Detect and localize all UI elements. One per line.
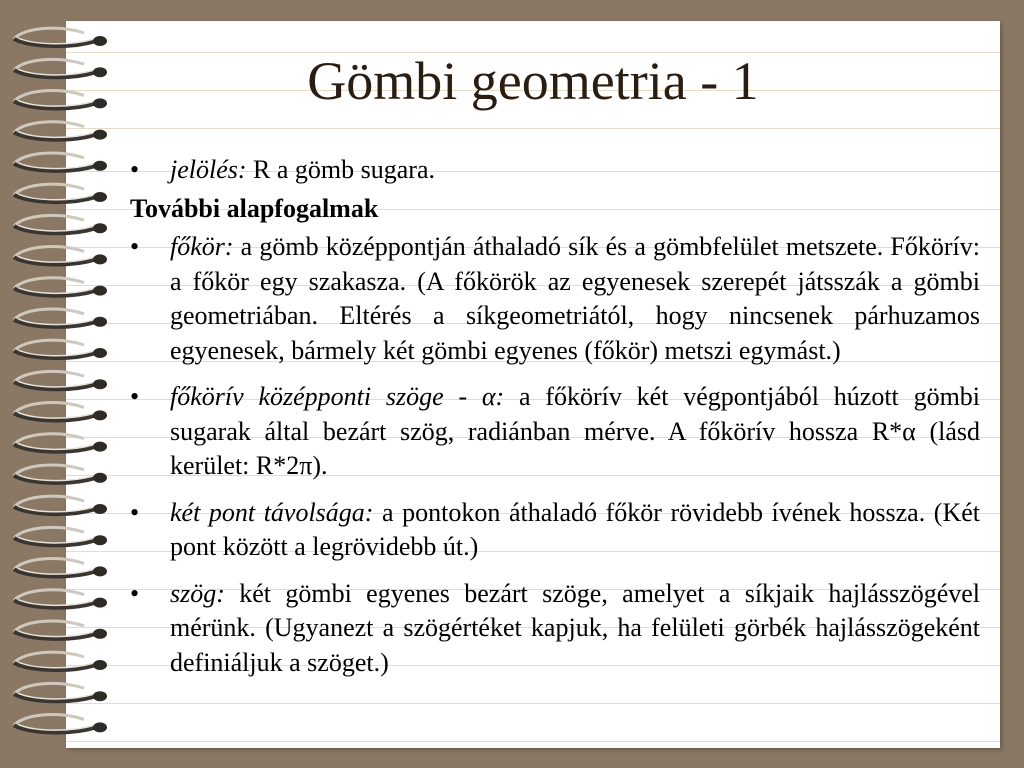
spiral-ring	[14, 28, 107, 46]
spiral-ring	[14, 683, 107, 701]
bullet-fokor	[130, 230, 980, 368]
spiral-ring	[14, 465, 107, 483]
bullet-dot: •	[130, 382, 140, 411]
spiral-ring	[14, 371, 107, 389]
spiral-ring	[14, 527, 107, 545]
spiral-ring	[14, 215, 107, 233]
bullet-dot: •	[130, 497, 140, 527]
bullet-dot: •	[130, 232, 140, 261]
slide-title: Gömbi geometria - 1	[307, 51, 759, 111]
spiral-binding	[0, 21, 120, 748]
spiral-ring	[14, 715, 107, 733]
spiral-ring	[14, 340, 107, 358]
bullet-jeloles	[130, 153, 980, 188]
bullet-dot: •	[130, 155, 140, 184]
text-fokor: a gömb középpontján áthaladó sík és a gömbfelület metszete. Főkörív: a főkör egy szakasza. (A főkörök az egyenesek szerepét játsszák a gömbi geometriában. Eltérés a síkgeometriától, hogy nincsenek párhuzamos egyenesek, bármely két gömbi egyenes (főkör) metszi egymást.)	[170, 232, 980, 365]
bullet-kozepponti-szog	[130, 380, 980, 484]
spiral-ring	[14, 559, 107, 577]
spiral-ring	[14, 496, 107, 514]
spiral-ring	[14, 403, 107, 421]
spiral-ring	[14, 590, 107, 608]
term-fokor: főkör:	[170, 232, 234, 261]
term-ket-pont-tavolsaga: két pont távolsága:	[170, 497, 374, 527]
bullet-szog	[130, 577, 980, 681]
spiral-ring	[14, 184, 107, 202]
spiral-ring	[14, 122, 107, 140]
spiral-ring	[14, 309, 107, 327]
section-heading: További alapfogalmak	[130, 193, 379, 223]
spiral-ring	[14, 153, 107, 171]
spiral-ring	[14, 621, 107, 639]
text-kozepponti-szog: a főkörív két végpontjából húzott gömbi sugarak által bezárt szög, radiánban mérve. A főkörív hossza R*α (lásd kerület: R*2π).	[170, 382, 981, 480]
bullet-dot: •	[130, 578, 140, 608]
spiral-ring	[14, 247, 107, 265]
text-szog: két gömbi egyenes bezárt szöge, amelyet a síkjaik hajlásszögével mérünk. (Ugyanezt a szögértéket kapjuk, ha felületi görbék hajlásszögeként definiáljuk a szöget.)	[170, 578, 980, 677]
text-ket-pont-tavolsaga: a pontokon áthaladó főkör rövidebb ívének hossza. (Két pont között a legrövidebb út.)	[170, 497, 981, 561]
slide-content	[130, 153, 980, 680]
term-szog: szög:	[170, 578, 225, 608]
text-jeloles: R a gömb sugara.	[246, 155, 435, 184]
term-jeloles: jelölés:	[170, 155, 247, 184]
spiral-ring	[14, 434, 107, 452]
spiral-ring	[14, 652, 107, 670]
spiral-ring	[14, 278, 107, 296]
term-kozepponti-szog: főkörív középponti szöge - α:	[170, 382, 505, 411]
bullet-ket-pont-tavolsaga	[130, 496, 980, 565]
